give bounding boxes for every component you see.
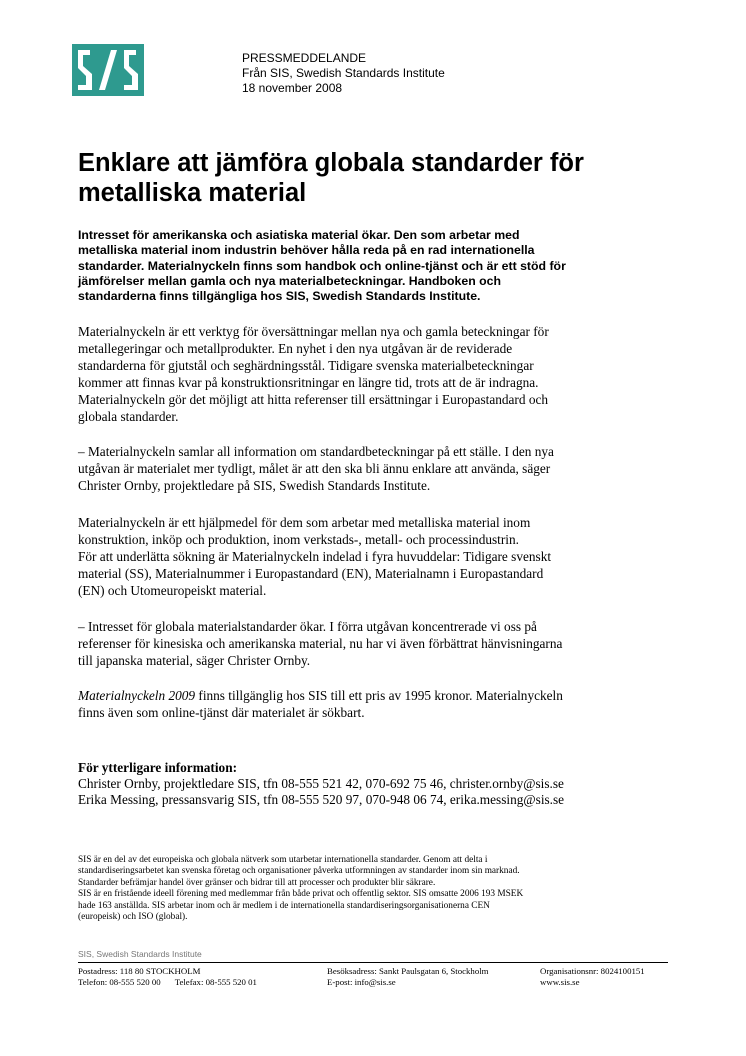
body-line: Materialnyckeln är ett verktyg för översättningar mellan nya och gamla beteckningar för [78,324,549,339]
contact-person-1: Christer Ornby, projektledare SIS, tfn 08-555 521 42, 070-692 75 46, christer.ornby@sis.se [78,776,564,791]
lead-line: standarderna finns tillgängliga hos SIS, Swedish Standards Institute. [78,289,481,304]
lead-line: jämförelser mellan gamla och nya materialbeteckningar. Handboken och [78,273,502,288]
lead-line: metalliska material inom industrin behöver hålla reda på en rad internationella [78,243,535,258]
press-label: PRESSMEDDELANDE [242,51,367,65]
body-line: referenser för kinesiska och amerikanska material, nu har vi även förbättrat hänvisningarna [78,636,563,651]
footer-phones [78,977,257,988]
footer-website: www.sis.se [540,977,580,987]
about-line: hade 163 anställda. SIS arbetar inom och är medlem i de internationella standardiseringsorganisationerna CEN [78,900,490,911]
body-paragraph-2 [78,443,658,494]
footer-col-visit [327,966,489,988]
body-paragraph-5 [78,687,658,721]
footer-col-org [540,966,645,988]
body-line: (EN) och Utomeuropeiskt material. [78,583,267,598]
footer-email: E-post: info@sis.se [327,977,396,987]
headline [78,148,678,208]
contact-heading: För ytterligare information: [78,760,238,775]
press-date: 18 november 2008 [242,81,343,95]
body-line-rest: finns tillgänglig hos SIS till ett pris av 1995 kronor. Materialnyckeln [195,688,563,703]
about-line: Standarder befrämjar handel över gränser och bidrar till att processer och produkter blir säkrare. [78,877,436,888]
body-line: kommer att finnas kvar på konstruktionsritningar en längre tid, trots att de är indragna. [78,375,539,390]
footer-org-name: SIS, Swedish Standards Institute [78,949,202,959]
body-paragraph-4 [78,618,658,669]
body-paragraph-1 [78,323,658,425]
body-line: Materialnyckeln gör det möjligt att hitta referenser till ersättningar i Europastandard och [78,392,549,407]
about-line: standardiseringsarbetet kan svenska företag och organisationer påverka utformningen av standarder inom sin marknad. [78,866,520,877]
body-line: konstruktion, inköp och produktion, inom verkstads-, metall- och processindustrin. [78,532,519,547]
footer-org-number: Organisationsnr: 8024100151 [540,966,645,976]
footer-postal: Postadress: 118 80 STOCKHOLM [78,966,201,976]
about-sis [78,855,678,923]
body-line: – Materialnyckeln samlar all information om standardbeteckningar på ett ställe. I den nya [78,444,554,459]
body-line: För att underlätta sökning är Materialnyckeln indelad i fyra huvuddelar: Tidigare svenskt [78,549,552,564]
body-line: material (SS), Materialnummer i Europastandard (EN), Materialnamn i Europastandard [78,566,544,581]
body-line: Christer Ornby, projektledare på SIS, Swedish Standards Institute. [78,478,431,493]
body-line: finns även som online-tjänst där materialet är sökbart. [78,705,365,720]
press-from: Från SIS, Swedish Standards Institute [242,66,445,80]
footer-fax: Telefax: 08-555 520 01 [174,977,257,987]
body-paragraph-3 [78,514,658,599]
body-line [78,687,658,704]
body-line: metallegeringar och metallprodukter. En nyhet i den nya utgåvan är de reviderade [78,341,513,356]
sis-logo [72,44,144,96]
lead-line: standarder. Materialnyckeln finns som handbok och online-tjänst och är ett stöd för [78,258,566,273]
about-line: SIS är en fristående ideell förening med medlemmar från både privat och offentlig sektor. SIS omsatte 2006 193 MSEK [78,889,524,900]
body-line: till japanska material, säger Christer Ornby. [78,653,311,668]
body-line: standarderna för gjutstål och seghärdningsstål. Tidigare svenska materialbeteckningar [78,358,534,373]
press-header [242,51,445,96]
about-line: SIS är en del av det europeiska och globala nätverk som utarbetar internationella standarder. Genom att delta i [78,855,488,865]
book-title: Materialnyckeln 2009 [78,688,196,703]
footer-phone: Telefon: 08-555 520 00 [78,977,161,987]
body-line: globala standarder. [78,409,179,424]
contact-person-2: Erika Messing, pressansvarig SIS, tfn 08-555 520 97, 070-948 06 74, erika.messing@sis.se [78,792,565,807]
headline-line: metalliska material [78,179,307,207]
lead-paragraph [78,228,648,304]
body-line: – Intresset för globala materialstandarder ökar. I förra utgåvan koncentrerade vi oss på [78,619,537,634]
footer-divider [78,962,668,963]
footer-col-postal [78,966,257,988]
lead-line: Intresset för amerikanska och asiatiska material ökar. Den som arbetar med [78,228,520,242]
footer-visit-address: Besöksadress: Sankt Paulsgatan 6, Stockholm [327,966,489,976]
headline-line: Enklare att jämföra globala standarder för [78,149,584,177]
about-line: (europeisk) och ISO (global). [78,912,188,923]
body-line: Materialnyckeln är ett hjälpmedel för dem som arbetar med metalliska material inom [78,515,531,530]
body-line: utgåvan är materialet mer tydligt, målet är att den ska bli ännu enklare att använda, säger [78,461,551,476]
